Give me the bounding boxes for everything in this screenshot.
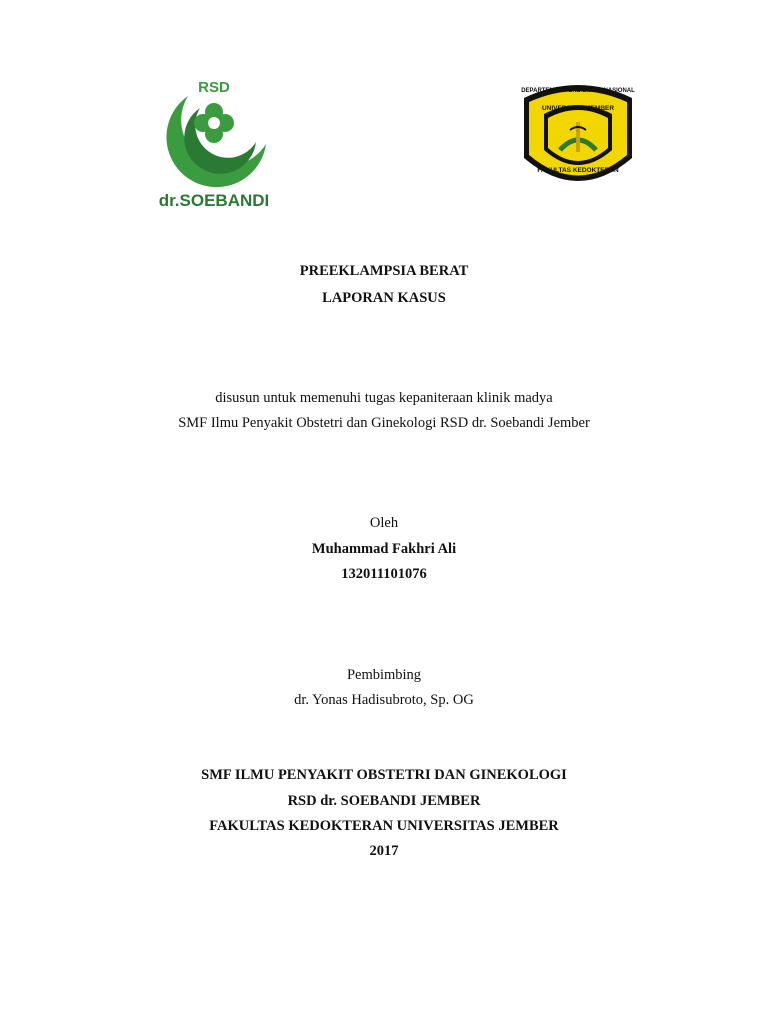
author-id: 132011101076 [341, 566, 427, 582]
supervisor-name: dr. Yonas Hadisubroto, Sp. OG [294, 692, 474, 708]
supervisor-label: Pembimbing [346, 667, 422, 683]
univ-logo-outer-text: DEPARTEMEN PENDIDIKAN NASIONAL [521, 88, 635, 94]
institution-line-3: FAKULTAS KEDOKTERAN UNIVERSITAS JEMBER [209, 818, 559, 834]
purpose-line-1: disusun untuk memenuhi tugas kepaniteraan klinik madya [215, 390, 553, 406]
title-line-2: LAPORAN KASUS [322, 290, 446, 306]
institution-line-2: RSD dr. SOEBANDI JEMBER [287, 793, 481, 809]
univ-logo-inner-text: UNIVERSITAS JEMBER [541, 105, 615, 112]
rsd-logo-bottom-text: dr.SOEBANDI [158, 191, 270, 210]
institution-line-1: SMF ILMU PENYAKIT OBSTETRI DAN GINEKOLOGI [201, 767, 567, 783]
rsd-soebandi-logo [148, 74, 280, 214]
author-label: Oleh [369, 515, 399, 531]
title-line-1: PREEKLAMPSIA BERAT [299, 263, 469, 279]
univ-logo-bottom-text: FAKULTAS KEDOKTERAN [537, 167, 619, 174]
purpose-line-2: SMF Ilmu Penyakit Obstetri dan Ginekologi RSD dr. Soebandi Jember [178, 415, 590, 431]
author-name: Muhammad Fakhri Ali [311, 541, 457, 557]
universitas-jember-logo [514, 78, 642, 198]
rsd-logo-top-text: RSD [198, 79, 230, 96]
institution-year: 2017 [369, 843, 399, 859]
